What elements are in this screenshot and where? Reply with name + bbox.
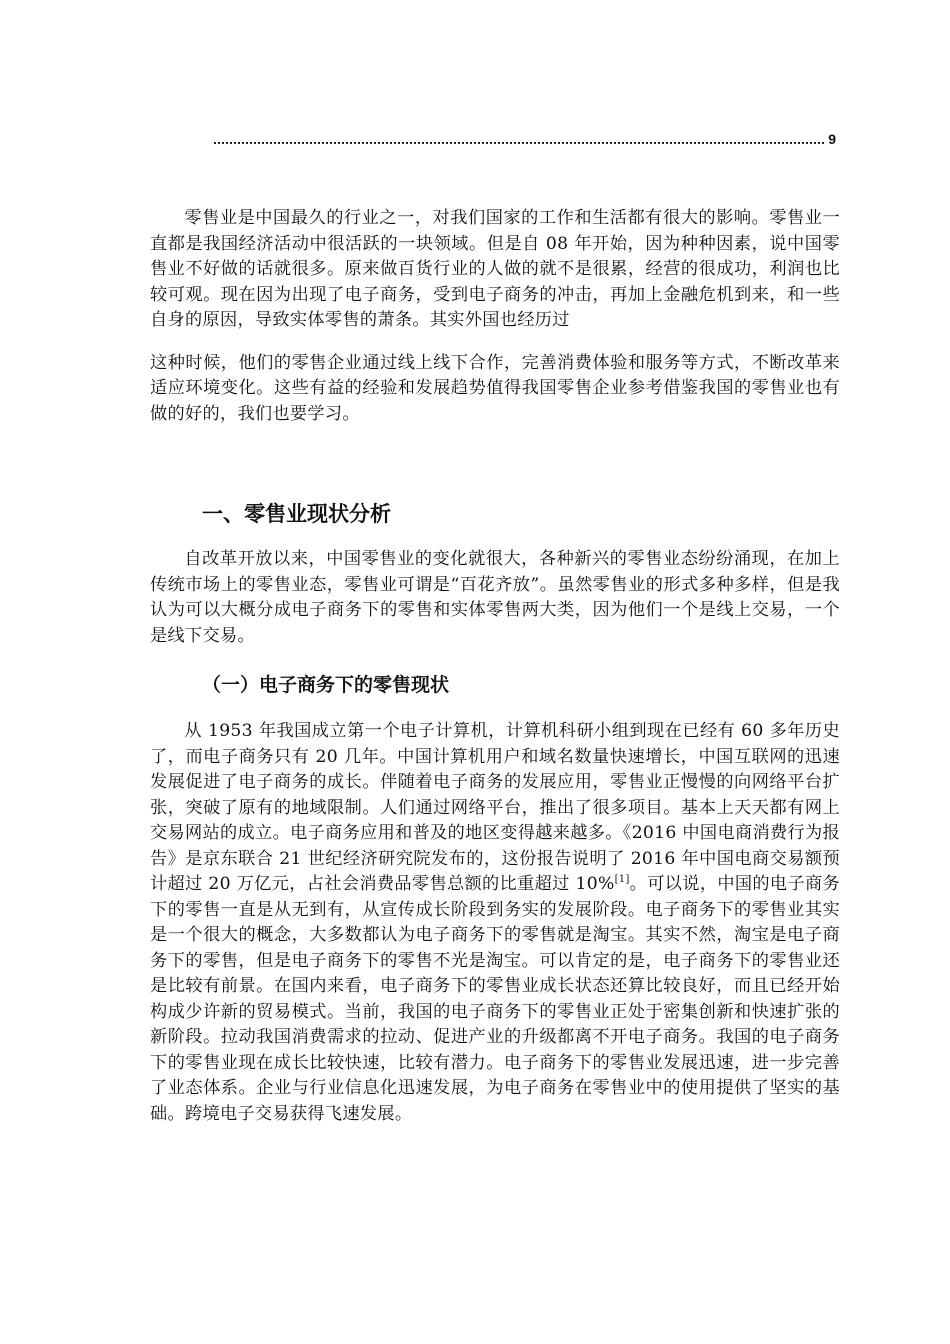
section-paragraph: 自改革开放以来，中国零售业的变化就很大，各种新兴的零售业态纷纷涌现，在加上传统市场上的零售业态，零售业可谓是“百花齐放”。虽然零售业的形式多种多样，但是我认为可以大概分成电子商务下的零售和实体零售两大类，因为他们一个是线上交易，一个是线下交易。 — [150, 549, 840, 646]
intro-paragraph: 零售业是中国最久的行业之一，对我们国家的工作和生活都有很大的影响。零售业一直都是我国经济活动中很活跃的一块领域。但是自 08 年开始，因为种种因素，说中国零售业不好做的话就很多。原来做百货行业的人做的就不是很累，经营的很成功，利润也比较可观。现在因为出现了电子商务，受到电子商务的冲击，再加上金融危机到来，和一些自身的原因，导致实体零售的萧条。其实外国也经历过 — [150, 208, 840, 330]
section-heading: 一、零售业现状分析 — [202, 502, 391, 526]
subsection-heading: （一）电子商务下的零售现状 — [202, 674, 450, 696]
page-header — [214, 128, 836, 148]
page-number: 9 — [828, 131, 836, 147]
citation-reference[interactable]: [1] — [614, 874, 630, 885]
subsection-paragraph — [150, 719, 840, 1127]
paragraph-text-part2: 。可以说，中国的电子商务下的零售一直是从无到有，从宣传成长阶段到务实的发展阶段。电子商务下的零售业其实是一个很大的概念，大多数都认为电子商务下的零售就是淘宝。其实不然，淘宝是电子商务下的零售，但是电子商务下的零售不光是淘宝。可以肯定的是，电子商务下的零售业还是比较有前景。在国内来看，电子商务下的零售业成长状态还算比较良好，而且已经开始构成少许新的贸易模式。当前，我国的电子商务下的零售业正处于密集创新和快速扩张的新阶段。拉动我国消费需求的拉动、促进产业的升级都离不开电子商务。我国的电子商务下的零售业现在成长比较快速，比较有潜力。电子商务下的零售业发展迅速，进一步完善了业态体系。企业与行业信息化迅速发展，为电子商务在零售业中的使用提供了坚实的基础。跨境电子交易获得飞速发展。 — [150, 874, 840, 1124]
paragraph-text-part1: 从 1953 年我国成立第一个电子计算机，计算机科研小组到现在已经有 60 多年历史了，而电子商务只有 20 几年。中国计算机用户和域名数量快速增长，中国互联网的迅速发展促进了电子商务的成长。伴随着电子商务的发展应用，零售业正慢慢的向网络平台扩张，突破了原有的地域限制。人们通过网络平台，推出了很多项目。基本上天天都有网上交易网站的成立。电子商务应用和普及的地区变得越来越多。《2016 中国电商消费行为报告》是京东联合 21 世纪经济研究院发布的，这份报告说明了 2016 年中国电商交易额预计超过 20 万亿元，占社会消费品零售总额的比重超过 10% — [150, 721, 840, 894]
intro-paragraph-continued: 这种时候，他们的零售企业通过线上线下合作，完善消费体验和服务等方式，不断改革来适应环境变化。这些有益的经验和发展趋势值得我国零售企业参考借鉴我国的零售业也有做的好的，我们也要学习。 — [150, 352, 840, 424]
dot-leader — [214, 142, 824, 144]
document-body — [150, 206, 840, 1127]
